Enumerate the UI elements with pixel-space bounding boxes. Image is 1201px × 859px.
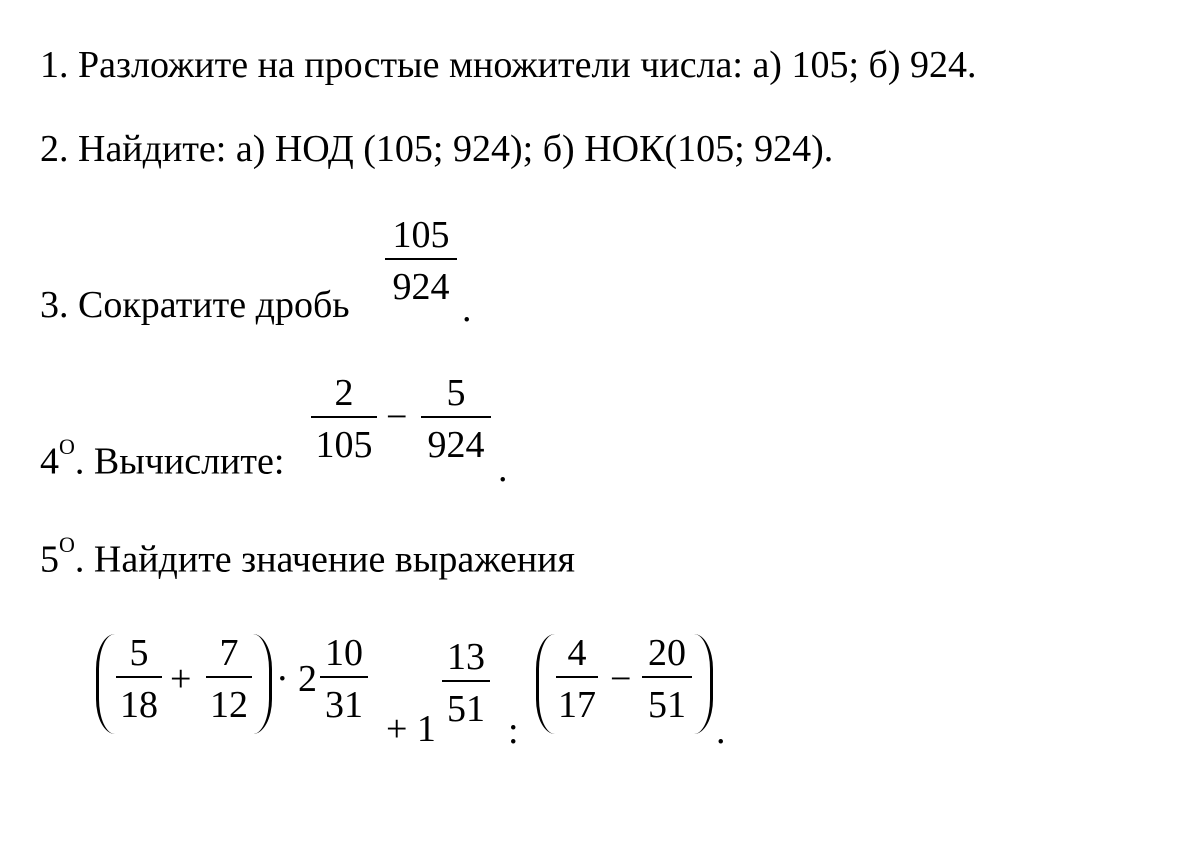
minus-sign: − <box>386 396 408 438</box>
right-parenthesis <box>253 634 272 734</box>
fraction-5-18 <box>116 634 162 724</box>
task-4-fraction-1 <box>311 374 377 464</box>
fraction-bar <box>421 416 491 418</box>
fraction-7-12 <box>206 634 252 724</box>
task-4-text: . Вычислите: <box>74 440 285 483</box>
multiplication-dot: · <box>276 658 289 700</box>
denominator: 105 <box>315 424 373 466</box>
denominator: 18 <box>120 684 158 726</box>
period: . <box>498 448 508 490</box>
fraction-20-51 <box>642 634 692 724</box>
denominator: 51 <box>648 684 686 726</box>
fraction-10-31 <box>320 634 368 724</box>
fraction-bar <box>556 676 598 678</box>
fraction-bar <box>642 676 692 678</box>
denominator: 31 <box>325 684 363 726</box>
superscript-mark: О <box>59 434 75 459</box>
task-5-label <box>40 532 575 581</box>
numerator: 10 <box>325 632 363 674</box>
division-colon: : <box>508 710 519 752</box>
task-4-label <box>40 434 285 483</box>
fraction-13-51 <box>442 638 490 728</box>
denominator: 17 <box>558 684 596 726</box>
task-1-text: 1. Разложите на простые множители числа: а) 105; б) 924. <box>40 44 977 86</box>
numerator: 5 <box>129 632 149 674</box>
numerator: 4 <box>567 632 587 674</box>
fraction-4-17 <box>556 634 598 724</box>
whole-part: 2 <box>298 658 317 700</box>
task-3-text: 3. Сократите дробь <box>40 284 350 326</box>
task-number: 5 <box>40 538 59 581</box>
superscript-mark: О <box>59 532 75 557</box>
task-2-text: 2. Найдите: а) НОД (105; 924); б) НОК(105; 924). <box>40 128 834 170</box>
task-4-fraction-2 <box>421 374 491 464</box>
period: . <box>716 710 726 752</box>
numerator: 7 <box>219 632 239 674</box>
fraction-bar <box>442 680 490 682</box>
denominator: 924 <box>392 266 450 308</box>
period: . <box>462 288 472 330</box>
minus-sign: − <box>610 658 632 700</box>
plus-sign: + <box>170 658 192 700</box>
numerator: 13 <box>447 636 485 678</box>
numerator: 105 <box>392 214 450 256</box>
numerator: 20 <box>648 632 686 674</box>
denominator: 51 <box>447 688 485 730</box>
right-parenthesis <box>694 634 713 734</box>
fraction-bar <box>385 258 457 260</box>
left-parenthesis <box>96 634 115 734</box>
left-parenthesis <box>536 634 555 734</box>
task-3-fraction <box>385 216 457 306</box>
task-5-text: . Найдите значение выражения <box>74 538 575 581</box>
denominator: 12 <box>210 684 248 726</box>
denominator: 924 <box>427 424 485 466</box>
plus-mixed-number: + 1 <box>386 708 436 750</box>
fraction-bar <box>116 676 162 678</box>
numerator: 5 <box>446 372 466 414</box>
numerator: 2 <box>334 372 354 414</box>
task-number: 4 <box>40 440 59 483</box>
fraction-bar <box>206 676 252 678</box>
fraction-bar <box>320 676 368 678</box>
fraction-bar <box>311 416 377 418</box>
